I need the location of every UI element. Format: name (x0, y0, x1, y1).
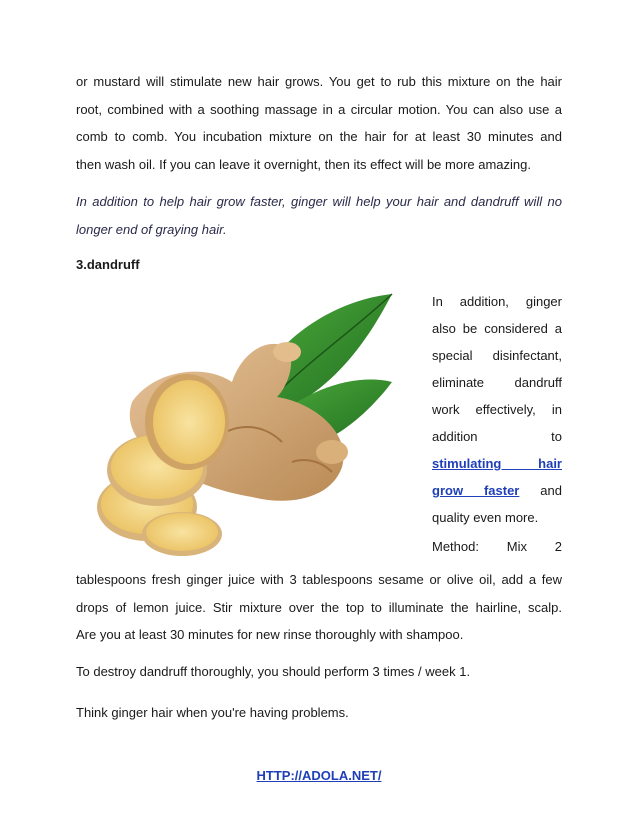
paragraph-3 (76, 566, 562, 649)
ginger-root-image (92, 292, 398, 564)
text-line: also be considered a (432, 321, 562, 336)
text-line: In addition, ginger (432, 294, 562, 309)
link-line (432, 450, 562, 477)
ginger-icon (92, 292, 398, 564)
text-line: or mustard will stimulate new hair grows. You get to rub this mixture on the hair (76, 74, 562, 89)
text-line: then wash oil. If you can leave it overnight, then its effect will be more amazing. (76, 156, 531, 172)
paragraph-1 (76, 68, 562, 178)
text-line: addition to (432, 429, 562, 444)
text-line: longer end of graying hair. (76, 221, 227, 237)
text-line: root, combined with a soothing massage in a circular motion. You can also use a (76, 101, 562, 117)
text-line: Are you at least 30 minutes for new rinse thoroughly with shampoo. (76, 627, 464, 642)
footer-url-link[interactable]: HTTP://ADOLA.NET/ (256, 768, 382, 783)
stimulating-hair-link[interactable]: stimulating hair (432, 456, 562, 471)
footer (0, 768, 638, 783)
text-line: special disinfectant, (432, 348, 562, 363)
grow-faster-link[interactable]: grow faster (432, 483, 520, 498)
paragraph-5: Think ginger hair when you're having problems. (76, 705, 349, 720)
text-line: work effectively, in (432, 402, 562, 417)
text-line: eliminate dandruff (432, 375, 562, 390)
text-line: quality even more. (432, 510, 539, 525)
text-line: comb to comb. You incubation mixture on the hair for at least 30 minutes and (76, 129, 562, 144)
paragraph-4: To destroy dandruff thoroughly, you should perform 3 times / week 1. (76, 664, 471, 679)
text-line: tablespoons fresh ginger juice with 3 tablespoons sesame or olive oil, add a few (76, 572, 562, 587)
paragraph-2-italic (76, 188, 562, 243)
side-column-text (432, 288, 562, 560)
section-heading: 3.dandruff (76, 257, 140, 272)
link-line-2 (432, 477, 562, 504)
text-fragment: and (540, 483, 562, 498)
text-line: drops of lemon juice. Stir mixture over the top to illuminate the hairline, scalp. (76, 599, 562, 615)
method-line: Method: Mix 2 (432, 539, 562, 554)
text-line: In addition to help hair grow faster, ginger will help your hair and dandruff will no (76, 194, 562, 209)
